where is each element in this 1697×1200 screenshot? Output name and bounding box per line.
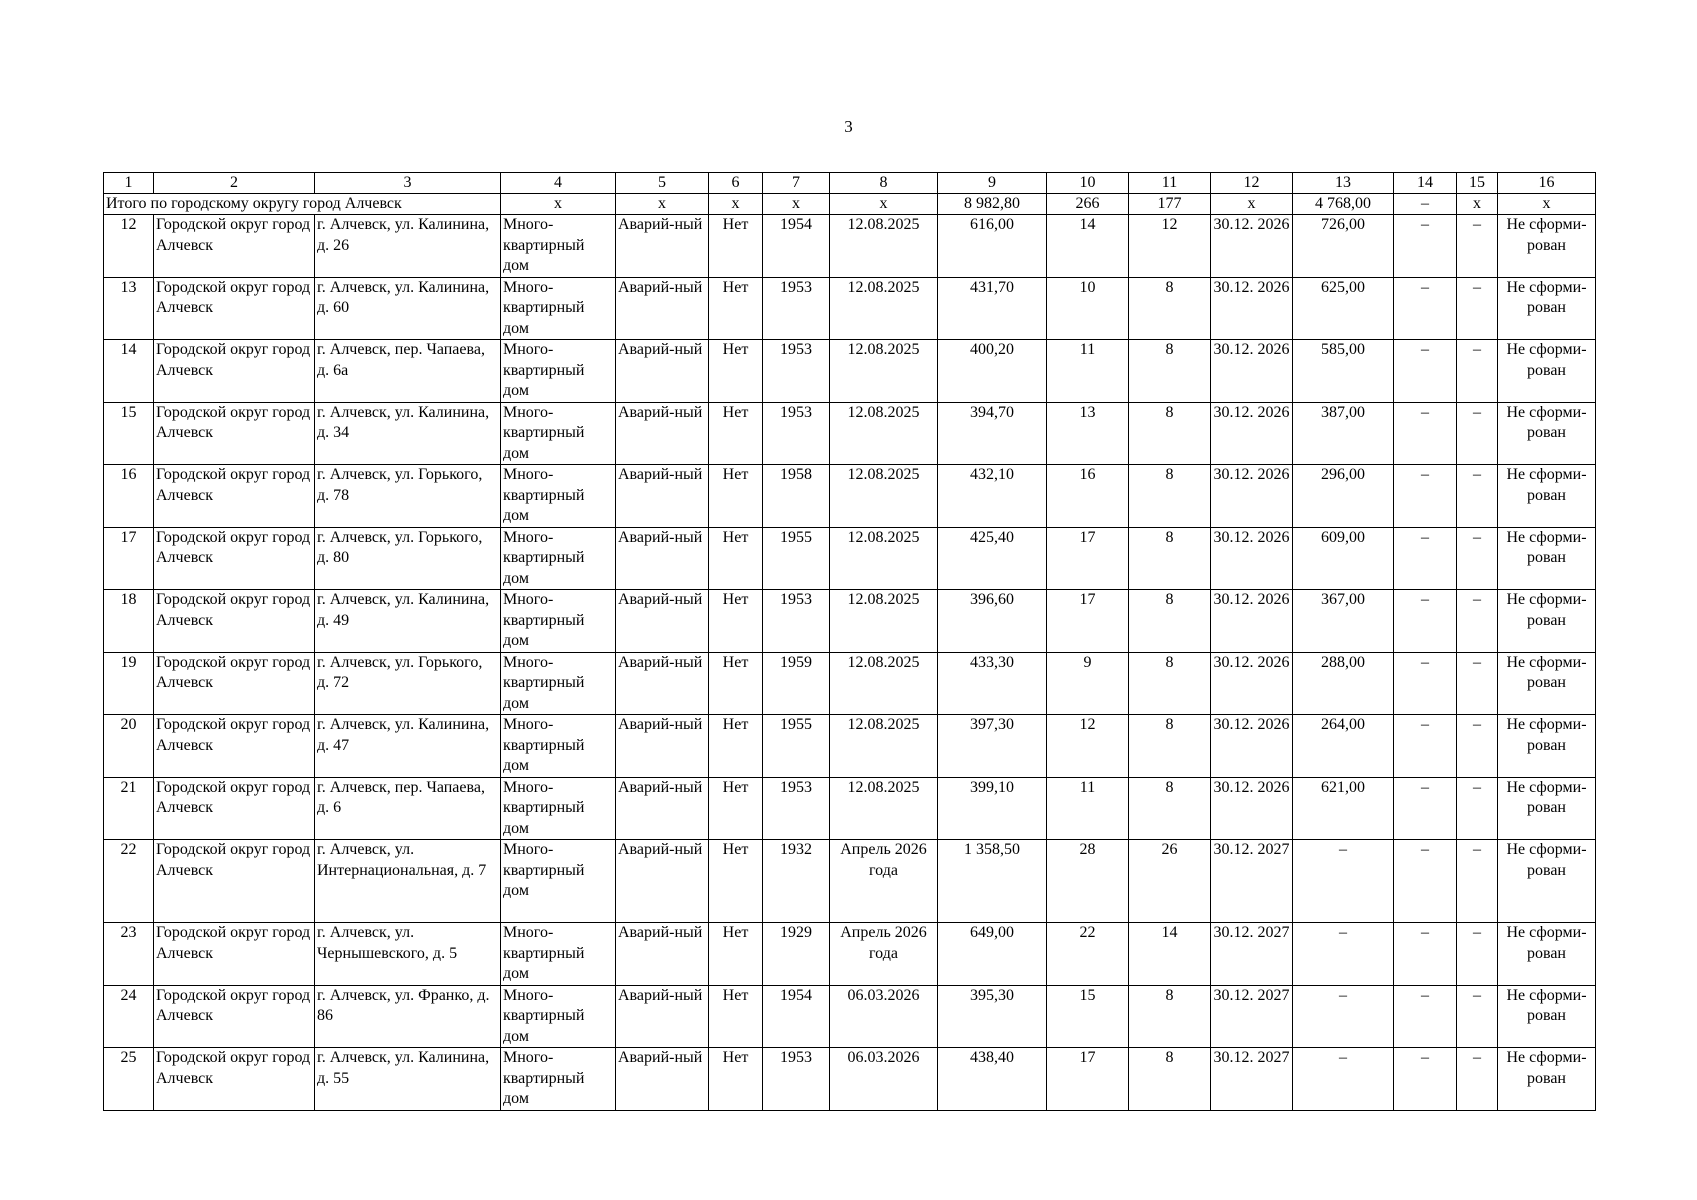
flag-cell: Нет (709, 985, 763, 1048)
flag-cell: Нет (709, 465, 763, 528)
status-cell: Аварий-ный (616, 215, 709, 278)
col16-cell: Не сформи-рован (1498, 840, 1596, 923)
date-cell: 12.08.2025 (830, 402, 938, 465)
col13-cell: 625,00 (1293, 277, 1394, 340)
status-cell: Аварий-ный (616, 277, 709, 340)
status-cell: Аварий-ный (616, 1048, 709, 1111)
municipality-cell: Городской округ город Алчевск (154, 215, 315, 278)
col14-cell: – (1394, 527, 1457, 590)
col16-cell: Не сформи-рован (1498, 1048, 1596, 1111)
address-cell: г. Алчевск, ул. Горького, д. 78 (315, 465, 501, 528)
col11-cell: 8 (1129, 340, 1211, 403)
col11-cell: 8 (1129, 465, 1211, 528)
date-cell: Апрель 2026 года (830, 923, 938, 986)
address-cell: г. Алчевск, ул. Горького, д. 80 (315, 527, 501, 590)
table-row (104, 340, 1596, 403)
column-number: 9 (938, 173, 1047, 194)
status-cell: Аварий-ный (616, 590, 709, 653)
area-cell: 394,70 (938, 402, 1047, 465)
building-type-cell: Много-квартирный дом (501, 340, 616, 403)
year-cell: 1959 (763, 652, 830, 715)
deadline-cell: 30.12. 2026 (1211, 652, 1293, 715)
address-cell: г. Алчевск, ул. Калинина, д. 34 (315, 402, 501, 465)
col15-cell: – (1457, 985, 1498, 1048)
col13-cell: – (1293, 840, 1394, 923)
year-cell: 1953 (763, 402, 830, 465)
year-cell: 1955 (763, 715, 830, 778)
column-number: 4 (501, 173, 616, 194)
area-cell: 399,10 (938, 777, 1047, 840)
date-cell: 12.08.2025 (830, 590, 938, 653)
building-type-cell: Много-квартирный дом (501, 465, 616, 528)
area-cell: 400,20 (938, 340, 1047, 403)
col10-cell: 17 (1047, 590, 1129, 653)
col11-cell: 12 (1129, 215, 1211, 278)
status-cell: Аварий-ный (616, 985, 709, 1048)
column-number-row (104, 173, 1596, 194)
col15-cell: – (1457, 777, 1498, 840)
col10-cell: 11 (1047, 777, 1129, 840)
column-number: 15 (1457, 173, 1498, 194)
col16-cell: Не сформи-рован (1498, 340, 1596, 403)
column-number: 3 (315, 173, 501, 194)
address-cell: г. Алчевск, ул. Горького, д. 72 (315, 652, 501, 715)
col15-cell: – (1457, 840, 1498, 923)
col11-cell: 8 (1129, 715, 1211, 778)
building-type-cell: Много-квартирный дом (501, 590, 616, 653)
address-cell: г. Алчевск, ул. Калинина, д. 26 (315, 215, 501, 278)
col13-cell: 387,00 (1293, 402, 1394, 465)
col10-cell: 17 (1047, 1048, 1129, 1111)
column-number: 5 (616, 173, 709, 194)
date-cell: 06.03.2026 (830, 1048, 938, 1111)
col14-cell: – (1394, 840, 1457, 923)
col16-cell: Не сформи-рован (1498, 923, 1596, 986)
total-row (104, 194, 1596, 215)
building-type-cell: Много-квартирный дом (501, 215, 616, 278)
col10-cell: 15 (1047, 985, 1129, 1048)
area-cell: 395,30 (938, 985, 1047, 1048)
column-number: 8 (830, 173, 938, 194)
col10-cell: 14 (1047, 215, 1129, 278)
flag-cell: Нет (709, 923, 763, 986)
col11-cell: 8 (1129, 590, 1211, 653)
row-number: 25 (104, 1048, 154, 1111)
column-number: 6 (709, 173, 763, 194)
status-cell: Аварий-ный (616, 923, 709, 986)
row-number: 21 (104, 777, 154, 840)
column-number: 12 (1211, 173, 1293, 194)
date-cell: 12.08.2025 (830, 340, 938, 403)
municipality-cell: Городской округ город Алчевск (154, 402, 315, 465)
municipality-cell: Городской округ город Алчевск (154, 277, 315, 340)
status-cell: Аварий-ный (616, 777, 709, 840)
deadline-cell: 30.12. 2027 (1211, 985, 1293, 1048)
area-cell: 438,40 (938, 1048, 1047, 1111)
col11-cell: 8 (1129, 777, 1211, 840)
col15-cell: – (1457, 527, 1498, 590)
year-cell: 1953 (763, 277, 830, 340)
building-type-cell: Много-квартирный дом (501, 985, 616, 1048)
deadline-cell: 30.12. 2026 (1211, 590, 1293, 653)
flag-cell: Нет (709, 402, 763, 465)
address-cell: г. Алчевск, ул. Калинина, д. 47 (315, 715, 501, 778)
flag-cell: Нет (709, 277, 763, 340)
col16-cell: Не сформи-рован (1498, 652, 1596, 715)
col13-cell: – (1293, 985, 1394, 1048)
municipality-cell: Городской округ город Алчевск (154, 652, 315, 715)
column-number: 10 (1047, 173, 1129, 194)
area-cell: 433,30 (938, 652, 1047, 715)
row-number: 15 (104, 402, 154, 465)
column-number: 1 (104, 173, 154, 194)
column-number: 14 (1394, 173, 1457, 194)
deadline-cell: 30.12. 2026 (1211, 277, 1293, 340)
col13-cell: 296,00 (1293, 465, 1394, 528)
col14-cell: – (1394, 402, 1457, 465)
total-cell: 4 768,00 (1293, 194, 1394, 215)
table-row (104, 277, 1596, 340)
flag-cell: Нет (709, 715, 763, 778)
area-cell: 431,70 (938, 277, 1047, 340)
total-cell: х (763, 194, 830, 215)
col11-cell: 26 (1129, 840, 1211, 923)
row-number: 16 (104, 465, 154, 528)
col14-cell: – (1394, 652, 1457, 715)
col11-cell: 8 (1129, 277, 1211, 340)
address-cell: г. Алчевск, ул. Калинина, д. 55 (315, 1048, 501, 1111)
flag-cell: Нет (709, 527, 763, 590)
building-type-cell: Много-квартирный дом (501, 1048, 616, 1111)
column-number: 2 (154, 173, 315, 194)
year-cell: 1932 (763, 840, 830, 923)
deadline-cell: 30.12. 2026 (1211, 215, 1293, 278)
flag-cell: Нет (709, 340, 763, 403)
row-number: 24 (104, 985, 154, 1048)
municipality-cell: Городской округ город Алчевск (154, 1048, 315, 1111)
col16-cell: Не сформи-рован (1498, 465, 1596, 528)
col13-cell: 288,00 (1293, 652, 1394, 715)
year-cell: 1954 (763, 215, 830, 278)
col10-cell: 17 (1047, 527, 1129, 590)
col15-cell: – (1457, 402, 1498, 465)
col10-cell: 28 (1047, 840, 1129, 923)
col16-cell: Не сформи-рован (1498, 777, 1596, 840)
col14-cell: – (1394, 1048, 1457, 1111)
building-type-cell: Много-квартирный дом (501, 527, 616, 590)
total-cell: – (1394, 194, 1457, 215)
date-cell: 12.08.2025 (830, 277, 938, 340)
year-cell: 1955 (763, 527, 830, 590)
col13-cell: 609,00 (1293, 527, 1394, 590)
row-number: 18 (104, 590, 154, 653)
total-cell: х (616, 194, 709, 215)
flag-cell: Нет (709, 215, 763, 278)
status-cell: Аварий-ный (616, 465, 709, 528)
table-row (104, 590, 1596, 653)
address-cell: г. Алчевск, пер. Чапаева, д. 6а (315, 340, 501, 403)
col10-cell: 12 (1047, 715, 1129, 778)
col13-cell: 367,00 (1293, 590, 1394, 653)
table-row (104, 985, 1596, 1048)
deadline-cell: 30.12. 2026 (1211, 715, 1293, 778)
col10-cell: 16 (1047, 465, 1129, 528)
year-cell: 1953 (763, 777, 830, 840)
flag-cell: Нет (709, 652, 763, 715)
deadline-cell: 30.12. 2026 (1211, 527, 1293, 590)
col11-cell: 8 (1129, 527, 1211, 590)
col16-cell: Не сформи-рован (1498, 527, 1596, 590)
col15-cell: – (1457, 277, 1498, 340)
column-number: 7 (763, 173, 830, 194)
date-cell: 12.08.2025 (830, 527, 938, 590)
flag-cell: Нет (709, 1048, 763, 1111)
row-number: 20 (104, 715, 154, 778)
municipality-cell: Городской округ город Алчевск (154, 465, 315, 528)
col16-cell: Не сформи-рован (1498, 985, 1596, 1048)
col15-cell: – (1457, 465, 1498, 528)
col15-cell: – (1457, 715, 1498, 778)
area-cell: 649,00 (938, 923, 1047, 986)
col10-cell: 10 (1047, 277, 1129, 340)
col14-cell: – (1394, 923, 1457, 986)
col14-cell: – (1394, 715, 1457, 778)
area-cell: 397,30 (938, 715, 1047, 778)
col13-cell: 585,00 (1293, 340, 1394, 403)
row-number: 23 (104, 923, 154, 986)
building-type-cell: Много-квартирный дом (501, 840, 616, 923)
flag-cell: Нет (709, 590, 763, 653)
date-cell: 12.08.2025 (830, 777, 938, 840)
status-cell: Аварий-ный (616, 840, 709, 923)
col13-cell: – (1293, 923, 1394, 986)
area-cell: 1 358,50 (938, 840, 1047, 923)
status-cell: Аварий-ный (616, 715, 709, 778)
deadline-cell: 30.12. 2026 (1211, 777, 1293, 840)
total-label: Итого по городскому округу город Алчевск (104, 194, 501, 215)
date-cell: Апрель 2026 года (830, 840, 938, 923)
table-row (104, 215, 1596, 278)
table-row (104, 402, 1596, 465)
col16-cell: Не сформи-рован (1498, 277, 1596, 340)
col13-cell: 726,00 (1293, 215, 1394, 278)
building-type-cell: Много-квартирный дом (501, 715, 616, 778)
deadline-cell: 30.12. 2026 (1211, 340, 1293, 403)
date-cell: 12.08.2025 (830, 715, 938, 778)
col10-cell: 22 (1047, 923, 1129, 986)
col11-cell: 8 (1129, 1048, 1211, 1111)
table-row (104, 527, 1596, 590)
year-cell: 1953 (763, 590, 830, 653)
table-row (104, 715, 1596, 778)
year-cell: 1953 (763, 1048, 830, 1111)
col15-cell: – (1457, 590, 1498, 653)
deadline-cell: 30.12. 2027 (1211, 1048, 1293, 1111)
col14-cell: – (1394, 215, 1457, 278)
row-number: 14 (104, 340, 154, 403)
municipality-cell: Городской округ город Алчевск (154, 527, 315, 590)
col11-cell: 14 (1129, 923, 1211, 986)
status-cell: Аварий-ный (616, 527, 709, 590)
row-number: 13 (104, 277, 154, 340)
address-cell: г. Алчевск, пер. Чапаева, д. 6 (315, 777, 501, 840)
col13-cell: 621,00 (1293, 777, 1394, 840)
table-row (104, 465, 1596, 528)
year-cell: 1929 (763, 923, 830, 986)
date-cell: 12.08.2025 (830, 215, 938, 278)
col16-cell: Не сформи-рован (1498, 590, 1596, 653)
col16-cell: Не сформи-рован (1498, 215, 1596, 278)
status-cell: Аварий-ный (616, 402, 709, 465)
area-cell: 396,60 (938, 590, 1047, 653)
address-cell: г. Алчевск, ул. Интернациональная, д. 7 (315, 840, 501, 923)
col15-cell: – (1457, 340, 1498, 403)
row-number: 17 (104, 527, 154, 590)
deadline-cell: 30.12. 2027 (1211, 923, 1293, 986)
building-type-cell: Много-квартирный дом (501, 777, 616, 840)
table-row (104, 923, 1596, 986)
page-number: 3 (844, 117, 853, 136)
date-cell: 12.08.2025 (830, 465, 938, 528)
total-cell: х (1211, 194, 1293, 215)
total-cell: х (1457, 194, 1498, 215)
year-cell: 1953 (763, 340, 830, 403)
col15-cell: – (1457, 215, 1498, 278)
column-number: 13 (1293, 173, 1394, 194)
col11-cell: 8 (1129, 402, 1211, 465)
table-row (104, 1048, 1596, 1111)
municipality-cell: Городской округ город Алчевск (154, 777, 315, 840)
col14-cell: – (1394, 465, 1457, 528)
year-cell: 1954 (763, 985, 830, 1048)
col14-cell: – (1394, 590, 1457, 653)
total-cell: 177 (1129, 194, 1211, 215)
building-type-cell: Много-квартирный дом (501, 402, 616, 465)
flag-cell: Нет (709, 840, 763, 923)
column-number: 16 (1498, 173, 1596, 194)
col11-cell: 8 (1129, 985, 1211, 1048)
address-cell: г. Алчевск, ул. Калинина, д. 49 (315, 590, 501, 653)
address-cell: г. Алчевск, ул. Калинина, д. 60 (315, 277, 501, 340)
col16-cell: Не сформи-рован (1498, 402, 1596, 465)
col11-cell: 8 (1129, 652, 1211, 715)
row-number: 19 (104, 652, 154, 715)
building-type-cell: Много-квартирный дом (501, 277, 616, 340)
col13-cell: – (1293, 1048, 1394, 1111)
municipality-cell: Городской округ город Алчевск (154, 923, 315, 986)
deadline-cell: 30.12. 2026 (1211, 465, 1293, 528)
year-cell: 1958 (763, 465, 830, 528)
date-cell: 12.08.2025 (830, 652, 938, 715)
col15-cell: – (1457, 652, 1498, 715)
status-cell: Аварий-ный (616, 340, 709, 403)
row-number: 12 (104, 215, 154, 278)
status-cell: Аварий-ный (616, 652, 709, 715)
col16-cell: Не сформи-рован (1498, 715, 1596, 778)
col10-cell: 11 (1047, 340, 1129, 403)
municipality-cell: Городской округ город Алчевск (154, 340, 315, 403)
col14-cell: – (1394, 340, 1457, 403)
deadline-cell: 30.12. 2027 (1211, 840, 1293, 923)
total-cell: 8 982,80 (938, 194, 1047, 215)
area-cell: 425,40 (938, 527, 1047, 590)
total-cell: х (1498, 194, 1596, 215)
housing-registry-table (103, 172, 1596, 1111)
col10-cell: 13 (1047, 402, 1129, 465)
total-cell: 266 (1047, 194, 1129, 215)
deadline-cell: 30.12. 2026 (1211, 402, 1293, 465)
address-cell: г. Алчевск, ул. Чернышевского, д. 5 (315, 923, 501, 986)
date-cell: 06.03.2026 (830, 985, 938, 1048)
row-number: 22 (104, 840, 154, 923)
col14-cell: – (1394, 777, 1457, 840)
col14-cell: – (1394, 277, 1457, 340)
municipality-cell: Городской округ город Алчевск (154, 715, 315, 778)
municipality-cell: Городской округ город Алчевск (154, 590, 315, 653)
building-type-cell: Много-квартирный дом (501, 923, 616, 986)
flag-cell: Нет (709, 777, 763, 840)
total-cell: х (830, 194, 938, 215)
table-row (104, 840, 1596, 923)
col13-cell: 264,00 (1293, 715, 1394, 778)
area-cell: 432,10 (938, 465, 1047, 528)
building-type-cell: Много-квартирный дом (501, 652, 616, 715)
area-cell: 616,00 (938, 215, 1047, 278)
municipality-cell: Городской округ город Алчевск (154, 840, 315, 923)
table-row (104, 652, 1596, 715)
municipality-cell: Городской округ город Алчевск (154, 985, 315, 1048)
total-cell: х (709, 194, 763, 215)
col15-cell: – (1457, 923, 1498, 986)
table-row (104, 777, 1596, 840)
col10-cell: 9 (1047, 652, 1129, 715)
address-cell: г. Алчевск, ул. Франко, д. 86 (315, 985, 501, 1048)
col15-cell: – (1457, 1048, 1498, 1111)
column-number: 11 (1129, 173, 1211, 194)
total-cell: х (501, 194, 616, 215)
col14-cell: – (1394, 985, 1457, 1048)
